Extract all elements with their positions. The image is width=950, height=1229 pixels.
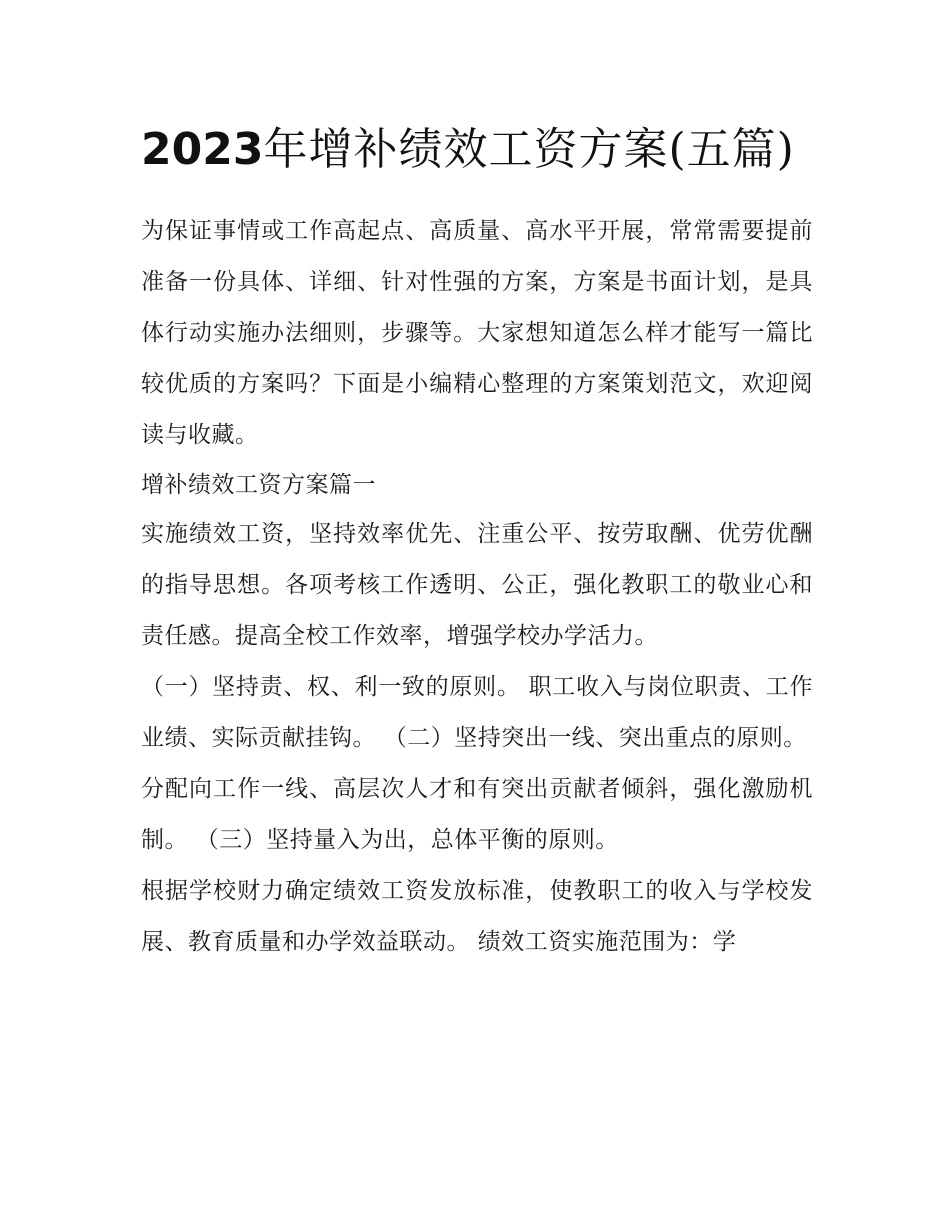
body-paragraph: 根据学校财力确定绩效工资发放标准，使教职工的收入与学校发展、教育质量和办学效益联动。 绩效工资实施范围为：学 — [141, 878, 813, 955]
intro-paragraph: 为保证事情或工作高起点、高质量、高水平开展，常常需要提前准备一份具体、详细、针对性强的方案，方案是书面计划，是具体行动实施办法细则，步骤等。大家想知道怎么样才能写一篇比较优质的方案吗？下面是小编精心整理的方案策划范文，欢迎阅读与收藏。 — [141, 218, 813, 448]
body-paragraph: 分配向工作一线、高层次人才和有突出贡献者倾斜，强化激励机制。 （三）坚持量入为出，总体平衡的原则。 — [141, 776, 813, 853]
document-title — [141, 112, 813, 188]
body-paragraph: （一）坚持责、权、利一致的原则。 职工收入与岗位职责、工作业绩、实际贡献挂钩。 （二）坚持突出一线、突出重点的原则。 — [141, 674, 813, 751]
title-text: 年增补绩效工资方案(五篇) — [263, 124, 795, 175]
title-year: 2023 — [141, 124, 264, 175]
section-heading: 增补绩效工资方案篇一 — [141, 472, 376, 498]
document-body — [141, 112, 813, 968]
body-paragraph: 实施绩效工资，坚持效率优先、注重公平、按劳取酬、优劳优酬的指导思想。各项考核工作透明、公正，强化教职工的敬业心和责任感。提高全校工作效率，增强学校办学活力。 — [141, 521, 813, 649]
